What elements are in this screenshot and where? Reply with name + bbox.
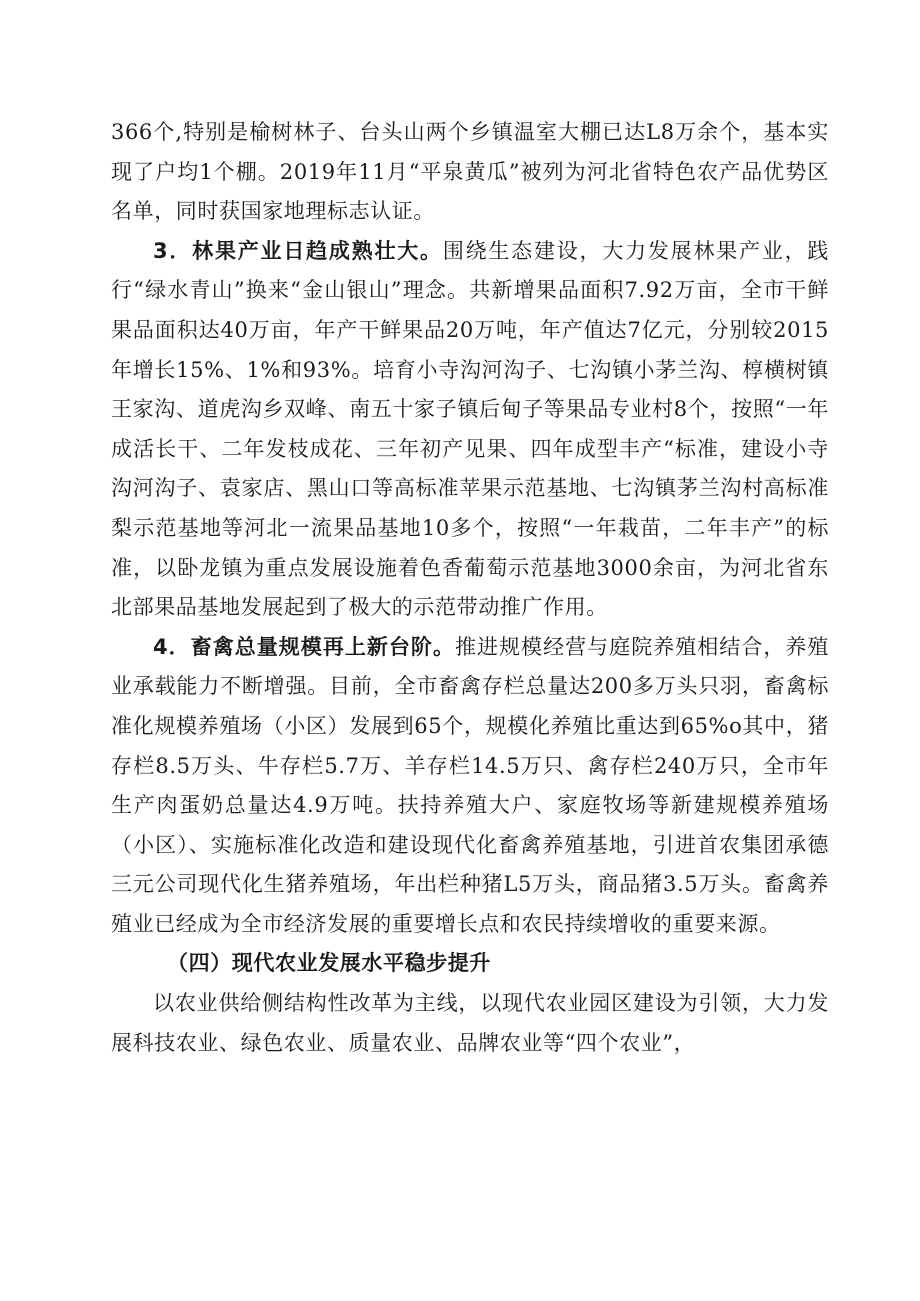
paragraph-modern-agriculture: 以农业供给侧结构性改革为主线，以现代农业园区建设为引领，大力发展科技农业、绿色农业、质量农业、品牌农业等“四个农业”，	[111, 991, 829, 1055]
section-heading: （四）现代农业发展水平稳步提升	[167, 951, 491, 976]
paragraph-body-livestock: 推进规模经营与庭院养殖相结合，养殖业承载能力不断增强。目前，全市畜禽存栏总量达200多万头只羽，畜禽标准化规模养殖场（小区）发展到65个，规模化养殖比重达到65%o其中，猪存栏8.5万头、牛存栏5.7万、羊存栏14.5万只、禽存栏240万只，全市年生产肉蛋奶总量达4.9万吨。扶持养殖大户、家庭牧场等新建规模养殖场（小区）、实施标准化改造和建设现代化畜禽养殖基地，引进首农集团承德三元公司现代化生猪养殖场，年出栏种猪L5万头，商品猪3.5万头。畜禽养殖业已经成为全市经济发展的重要增长点和农民持续增收的重要来源。	[111, 634, 829, 936]
paragraph-body-fruit: 围绕生态建设，大力发展林果产业，践行“绿水青山”换来“金山银山”理念。共新增果品面积7.92万亩，全市干鲜果品面积达40万亩，年产干鲜果品20万吨，年产值达7亿元，分别较2015年增长15%、1%和93%。培育小寺沟河沟子、七沟镇小茅兰沟、椁横树镇王家沟、道虎沟乡双峰、南五十家子镇后甸子等果品专业村8个，按照“一年成活长干、二年发枝成花、三年初产见果、四年成型丰产“标准，建设小寺沟河沟子、袁家店、黑山口等高标准苹果示范基地、七沟镇茅兰沟村高标准梨示范基地等河北一流果品基地10多个，按照“一年栽苗，二年丰产”的标准，以卧龙镇为重点发展设施着色香葡萄示范基地3000余亩，为河北省东北部果品基地发展起到了极大的示范带动推广作用。	[111, 238, 829, 620]
paragraph-lead-livestock: 4．畜禽总量规模再上新台阶。	[153, 634, 455, 659]
paragraph-fruit-industry	[111, 232, 829, 628]
paragraph-lead-fruit: 3．林果产业日趋成熟壮大。	[153, 238, 443, 263]
paragraph-livestock	[111, 628, 829, 945]
paragraph-greenhouse-cucumber: 366个,特别是榆树林子、台头山两个乡镇温室大棚已达L8万余个，基本实现了户均1个棚。2019年11月“平泉黄瓜”被列为河北省特色农产品优势区名单，同时获国家地理标志认证。	[111, 120, 829, 224]
document-body	[111, 113, 829, 1063]
